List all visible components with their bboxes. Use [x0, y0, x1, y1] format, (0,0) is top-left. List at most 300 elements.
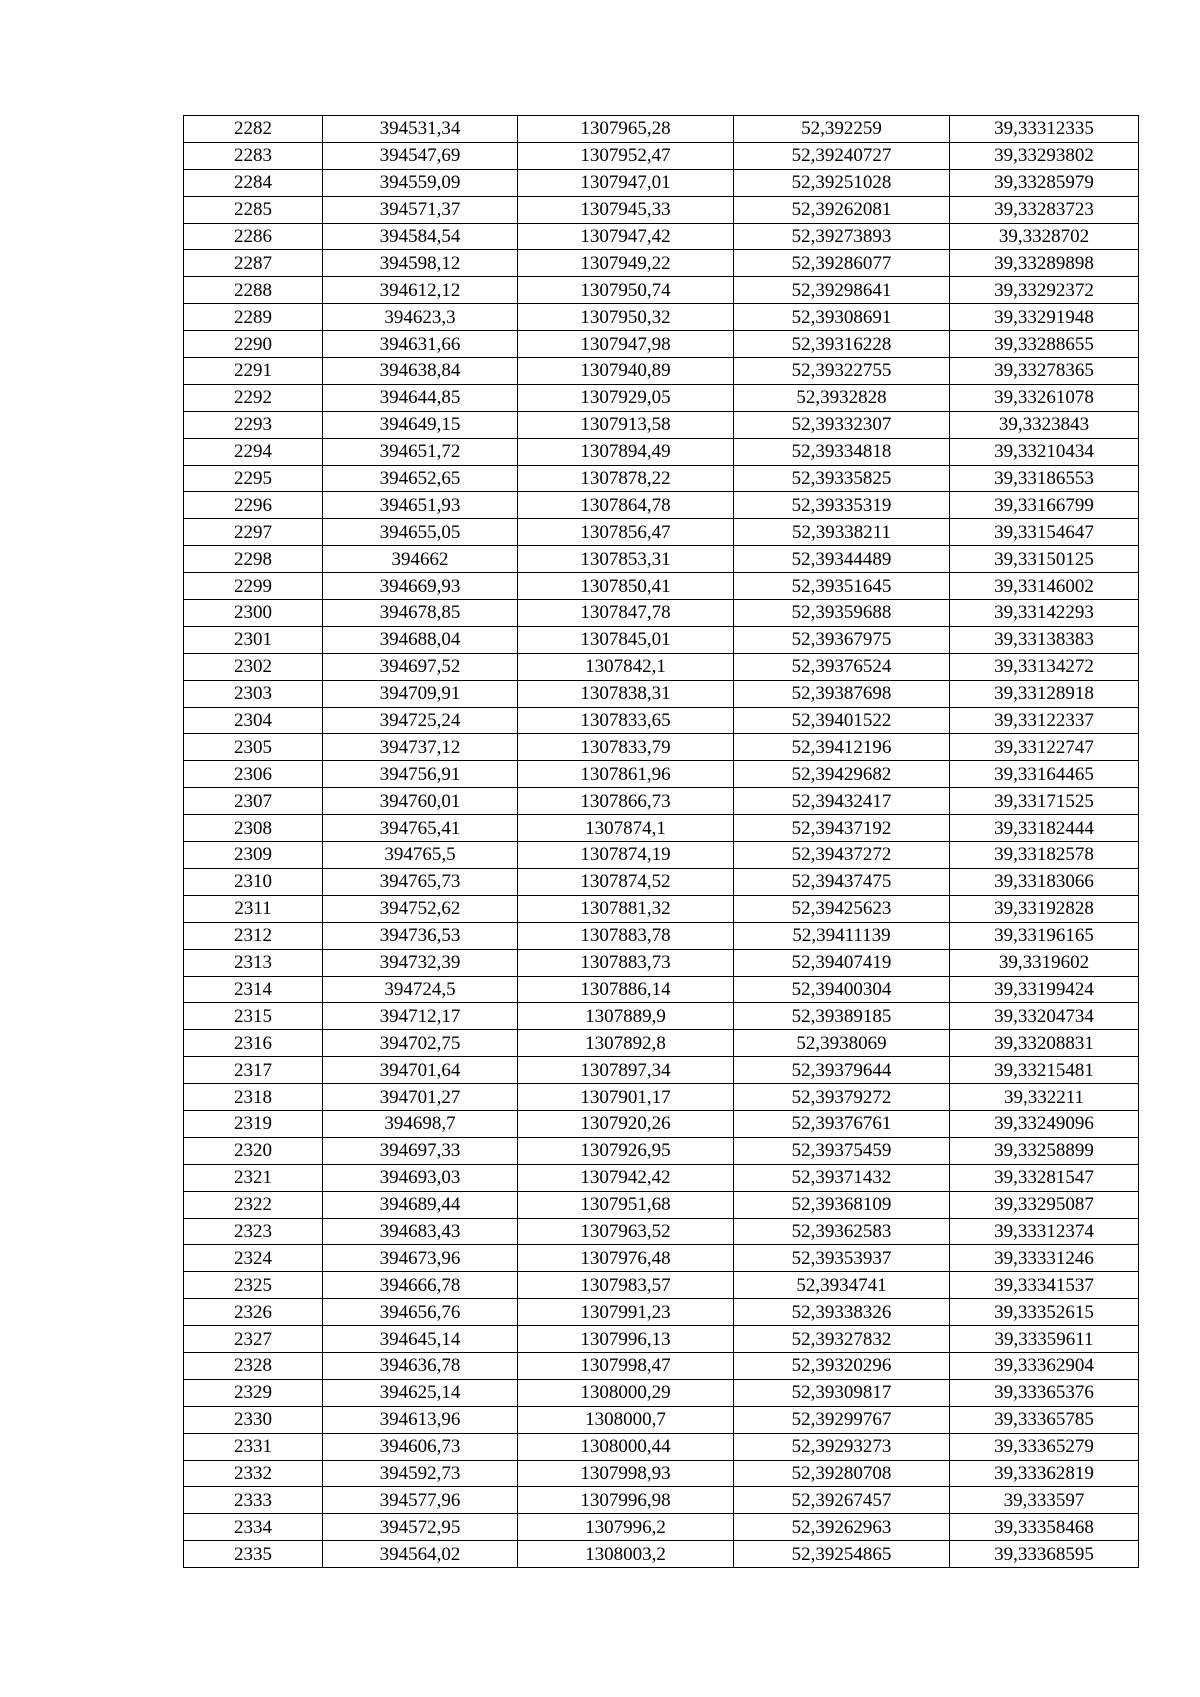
- y-coordinate-cell: 1307942,42: [518, 1164, 734, 1191]
- table-row: [184, 1326, 1139, 1353]
- longitude-cell: 39,33138383: [950, 626, 1139, 653]
- longitude-cell: 39,33215481: [950, 1057, 1139, 1084]
- latitude-cell: 52,39254865: [734, 1541, 950, 1568]
- point-number-cell: 2294: [184, 438, 323, 465]
- x-coordinate-cell: 394697,33: [323, 1137, 518, 1164]
- point-number-cell: 2305: [184, 734, 323, 761]
- point-number-cell: 2315: [184, 1003, 323, 1030]
- table-row: [184, 895, 1139, 922]
- x-coordinate-cell: 394613,96: [323, 1406, 518, 1433]
- x-coordinate-cell: 394765,73: [323, 868, 518, 895]
- y-coordinate-cell: 1307983,57: [518, 1272, 734, 1299]
- table-row: [184, 1299, 1139, 1326]
- point-number-cell: 2311: [184, 895, 323, 922]
- longitude-cell: 39,33134272: [950, 653, 1139, 680]
- latitude-cell: 52,39437192: [734, 815, 950, 842]
- longitude-cell: 39,33122747: [950, 734, 1139, 761]
- point-number-cell: 2303: [184, 680, 323, 707]
- latitude-cell: 52,39298641: [734, 277, 950, 304]
- table-row: [184, 734, 1139, 761]
- latitude-cell: 52,39338211: [734, 519, 950, 546]
- table-row: [184, 116, 1139, 143]
- y-coordinate-cell: 1307998,47: [518, 1352, 734, 1379]
- point-number-cell: 2335: [184, 1541, 323, 1568]
- x-coordinate-cell: 394683,43: [323, 1218, 518, 1245]
- x-coordinate-cell: 394645,14: [323, 1326, 518, 1353]
- longitude-cell: 39,33283723: [950, 196, 1139, 223]
- x-coordinate-cell: 394709,91: [323, 680, 518, 707]
- x-coordinate-cell: 394649,15: [323, 411, 518, 438]
- coordinates-table: [183, 115, 1139, 1568]
- x-coordinate-cell: 394736,53: [323, 922, 518, 949]
- point-number-cell: 2304: [184, 707, 323, 734]
- point-number-cell: 2333: [184, 1487, 323, 1514]
- y-coordinate-cell: 1307996,2: [518, 1514, 734, 1541]
- point-number-cell: 2307: [184, 788, 323, 815]
- longitude-cell: 39,33210434: [950, 438, 1139, 465]
- y-coordinate-cell: 1307901,17: [518, 1084, 734, 1111]
- x-coordinate-cell: 394760,01: [323, 788, 518, 815]
- y-coordinate-cell: 1307874,1: [518, 815, 734, 842]
- longitude-cell: 39,33278365: [950, 358, 1139, 385]
- point-number-cell: 2290: [184, 331, 323, 358]
- table-row: [184, 1057, 1139, 1084]
- point-number-cell: 2300: [184, 600, 323, 627]
- longitude-cell: 39,33331246: [950, 1245, 1139, 1272]
- longitude-cell: 39,33183066: [950, 868, 1139, 895]
- y-coordinate-cell: 1307894,49: [518, 438, 734, 465]
- x-coordinate-cell: 394606,73: [323, 1433, 518, 1460]
- longitude-cell: 39,33171525: [950, 788, 1139, 815]
- point-number-cell: 2321: [184, 1164, 323, 1191]
- table-row: [184, 573, 1139, 600]
- x-coordinate-cell: 394765,5: [323, 842, 518, 869]
- y-coordinate-cell: 1307950,74: [518, 277, 734, 304]
- y-coordinate-cell: 1307976,48: [518, 1245, 734, 1272]
- longitude-cell: 39,33352615: [950, 1299, 1139, 1326]
- latitude-cell: 52,39309817: [734, 1379, 950, 1406]
- latitude-cell: 52,39338326: [734, 1299, 950, 1326]
- table-row: [184, 196, 1139, 223]
- x-coordinate-cell: 394693,03: [323, 1164, 518, 1191]
- latitude-cell: 52,3938069: [734, 1030, 950, 1057]
- table-row: [184, 1084, 1139, 1111]
- x-coordinate-cell: 394652,65: [323, 465, 518, 492]
- y-coordinate-cell: 1307897,34: [518, 1057, 734, 1084]
- latitude-cell: 52,39425623: [734, 895, 950, 922]
- y-coordinate-cell: 1307864,78: [518, 492, 734, 519]
- y-coordinate-cell: 1307889,9: [518, 1003, 734, 1030]
- table-row: [184, 1245, 1139, 1272]
- y-coordinate-cell: 1307940,89: [518, 358, 734, 385]
- table-row: [184, 1379, 1139, 1406]
- latitude-cell: 52,39308691: [734, 304, 950, 331]
- latitude-cell: 52,39375459: [734, 1137, 950, 1164]
- point-number-cell: 2287: [184, 250, 323, 277]
- x-coordinate-cell: 394756,91: [323, 761, 518, 788]
- point-number-cell: 2318: [184, 1084, 323, 1111]
- table-row: [184, 653, 1139, 680]
- table-row: [184, 842, 1139, 869]
- x-coordinate-cell: 394547,69: [323, 142, 518, 169]
- point-number-cell: 2309: [184, 842, 323, 869]
- y-coordinate-cell: 1307913,58: [518, 411, 734, 438]
- longitude-cell: 39,33150125: [950, 546, 1139, 573]
- y-coordinate-cell: 1307991,23: [518, 1299, 734, 1326]
- y-coordinate-cell: 1307847,78: [518, 600, 734, 627]
- latitude-cell: 52,39327832: [734, 1326, 950, 1353]
- x-coordinate-cell: 394669,93: [323, 573, 518, 600]
- y-coordinate-cell: 1307853,31: [518, 546, 734, 573]
- table-row: [184, 868, 1139, 895]
- x-coordinate-cell: 394636,78: [323, 1352, 518, 1379]
- point-number-cell: 2292: [184, 384, 323, 411]
- y-coordinate-cell: 1307874,52: [518, 868, 734, 895]
- x-coordinate-cell: 394623,3: [323, 304, 518, 331]
- point-number-cell: 2295: [184, 465, 323, 492]
- x-coordinate-cell: 394612,12: [323, 277, 518, 304]
- table-row: [184, 1137, 1139, 1164]
- point-number-cell: 2324: [184, 1245, 323, 1272]
- x-coordinate-cell: 394678,85: [323, 600, 518, 627]
- y-coordinate-cell: 1307838,31: [518, 680, 734, 707]
- point-number-cell: 2284: [184, 169, 323, 196]
- table-row: [184, 707, 1139, 734]
- longitude-cell: 39,33142293: [950, 600, 1139, 627]
- latitude-cell: 52,39322755: [734, 358, 950, 385]
- y-coordinate-cell: 1307996,98: [518, 1487, 734, 1514]
- latitude-cell: 52,39251028: [734, 169, 950, 196]
- longitude-cell: 39,33258899: [950, 1137, 1139, 1164]
- point-number-cell: 2328: [184, 1352, 323, 1379]
- x-coordinate-cell: 394662: [323, 546, 518, 573]
- table-row: [184, 1110, 1139, 1137]
- table-row: [184, 492, 1139, 519]
- y-coordinate-cell: 1307874,19: [518, 842, 734, 869]
- latitude-cell: 52,39437475: [734, 868, 950, 895]
- longitude-cell: 39,33146002: [950, 573, 1139, 600]
- longitude-cell: 39,33166799: [950, 492, 1139, 519]
- table-row: [184, 761, 1139, 788]
- longitude-cell: 39,33293802: [950, 142, 1139, 169]
- x-coordinate-cell: 394737,12: [323, 734, 518, 761]
- latitude-cell: 52,39411139: [734, 922, 950, 949]
- longitude-cell: 39,33128918: [950, 680, 1139, 707]
- table-row: [184, 1487, 1139, 1514]
- y-coordinate-cell: 1307952,47: [518, 142, 734, 169]
- point-number-cell: 2316: [184, 1030, 323, 1057]
- y-coordinate-cell: 1307883,73: [518, 949, 734, 976]
- table-row: [184, 546, 1139, 573]
- x-coordinate-cell: 394651,93: [323, 492, 518, 519]
- point-number-cell: 2332: [184, 1460, 323, 1487]
- y-coordinate-cell: 1307881,32: [518, 895, 734, 922]
- latitude-cell: 52,39299767: [734, 1406, 950, 1433]
- x-coordinate-cell: 394531,34: [323, 116, 518, 143]
- y-coordinate-cell: 1307850,41: [518, 573, 734, 600]
- latitude-cell: 52,39407419: [734, 949, 950, 976]
- y-coordinate-cell: 1307947,98: [518, 331, 734, 358]
- point-number-cell: 2298: [184, 546, 323, 573]
- table-row: [184, 142, 1139, 169]
- table-row: [184, 815, 1139, 842]
- longitude-cell: 39,33288655: [950, 331, 1139, 358]
- table-row: [184, 411, 1139, 438]
- point-number-cell: 2313: [184, 949, 323, 976]
- longitude-cell: 39,33312374: [950, 1218, 1139, 1245]
- x-coordinate-cell: 394732,39: [323, 949, 518, 976]
- longitude-cell: 39,33358468: [950, 1514, 1139, 1541]
- longitude-cell: 39,33341537: [950, 1272, 1139, 1299]
- longitude-cell: 39,33261078: [950, 384, 1139, 411]
- longitude-cell: 39,33368595: [950, 1541, 1139, 1568]
- latitude-cell: 52,39429682: [734, 761, 950, 788]
- y-coordinate-cell: 1307945,33: [518, 196, 734, 223]
- point-number-cell: 2308: [184, 815, 323, 842]
- y-coordinate-cell: 1307963,52: [518, 1218, 734, 1245]
- longitude-cell: 39,33196165: [950, 922, 1139, 949]
- table-row: [184, 788, 1139, 815]
- point-number-cell: 2291: [184, 358, 323, 385]
- longitude-cell: 39,33359611: [950, 1326, 1139, 1353]
- y-coordinate-cell: 1307929,05: [518, 384, 734, 411]
- x-coordinate-cell: 394689,44: [323, 1191, 518, 1218]
- table-row: [184, 1406, 1139, 1433]
- table-row: [184, 626, 1139, 653]
- table-row: [184, 1272, 1139, 1299]
- point-number-cell: 2302: [184, 653, 323, 680]
- point-number-cell: 2283: [184, 142, 323, 169]
- x-coordinate-cell: 394571,37: [323, 196, 518, 223]
- table-row: [184, 1460, 1139, 1487]
- latitude-cell: 52,39437272: [734, 842, 950, 869]
- point-number-cell: 2289: [184, 304, 323, 331]
- latitude-cell: 52,39344489: [734, 546, 950, 573]
- x-coordinate-cell: 394765,41: [323, 815, 518, 842]
- longitude-cell: 39,33285979: [950, 169, 1139, 196]
- y-coordinate-cell: 1307833,79: [518, 734, 734, 761]
- point-number-cell: 2312: [184, 922, 323, 949]
- y-coordinate-cell: 1307866,73: [518, 788, 734, 815]
- y-coordinate-cell: 1307920,26: [518, 1110, 734, 1137]
- point-number-cell: 2310: [184, 868, 323, 895]
- table-row: [184, 250, 1139, 277]
- latitude-cell: 52,39286077: [734, 250, 950, 277]
- table-row: [184, 1030, 1139, 1057]
- table-row: [184, 949, 1139, 976]
- latitude-cell: 52,39362583: [734, 1218, 950, 1245]
- x-coordinate-cell: 394638,84: [323, 358, 518, 385]
- x-coordinate-cell: 394631,66: [323, 331, 518, 358]
- y-coordinate-cell: 1307856,47: [518, 519, 734, 546]
- table-row: [184, 1191, 1139, 1218]
- longitude-cell: 39,33164465: [950, 761, 1139, 788]
- point-number-cell: 2326: [184, 1299, 323, 1326]
- x-coordinate-cell: 394724,5: [323, 976, 518, 1003]
- table-row: [184, 1003, 1139, 1030]
- longitude-cell: 39,33365376: [950, 1379, 1139, 1406]
- x-coordinate-cell: 394702,75: [323, 1030, 518, 1057]
- longitude-cell: 39,3323843: [950, 411, 1139, 438]
- longitude-cell: 39,33362904: [950, 1352, 1139, 1379]
- x-coordinate-cell: 394577,96: [323, 1487, 518, 1514]
- y-coordinate-cell: 1307996,13: [518, 1326, 734, 1353]
- latitude-cell: 52,39379272: [734, 1084, 950, 1111]
- x-coordinate-cell: 394651,72: [323, 438, 518, 465]
- y-coordinate-cell: 1307842,1: [518, 653, 734, 680]
- y-coordinate-cell: 1307950,32: [518, 304, 734, 331]
- x-coordinate-cell: 394666,78: [323, 1272, 518, 1299]
- latitude-cell: 52,39359688: [734, 600, 950, 627]
- latitude-cell: 52,39353937: [734, 1245, 950, 1272]
- point-number-cell: 2334: [184, 1514, 323, 1541]
- y-coordinate-cell: 1308003,2: [518, 1541, 734, 1568]
- latitude-cell: 52,3934741: [734, 1272, 950, 1299]
- table-row: [184, 1164, 1139, 1191]
- latitude-cell: 52,39335825: [734, 465, 950, 492]
- x-coordinate-cell: 394697,52: [323, 653, 518, 680]
- latitude-cell: 52,39376761: [734, 1110, 950, 1137]
- point-number-cell: 2286: [184, 223, 323, 250]
- table-row: [184, 169, 1139, 196]
- y-coordinate-cell: 1307965,28: [518, 116, 734, 143]
- table-row: [184, 331, 1139, 358]
- table-row: [184, 1218, 1139, 1245]
- y-coordinate-cell: 1308000,44: [518, 1433, 734, 1460]
- point-number-cell: 2325: [184, 1272, 323, 1299]
- point-number-cell: 2297: [184, 519, 323, 546]
- latitude-cell: 52,39400304: [734, 976, 950, 1003]
- longitude-cell: 39,33295087: [950, 1191, 1139, 1218]
- x-coordinate-cell: 394655,05: [323, 519, 518, 546]
- latitude-cell: 52,39334818: [734, 438, 950, 465]
- latitude-cell: 52,392259: [734, 116, 950, 143]
- latitude-cell: 52,39335319: [734, 492, 950, 519]
- latitude-cell: 52,39316228: [734, 331, 950, 358]
- longitude-cell: 39,33312335: [950, 116, 1139, 143]
- longitude-cell: 39,333597: [950, 1487, 1139, 1514]
- latitude-cell: 52,3932828: [734, 384, 950, 411]
- latitude-cell: 52,39387698: [734, 680, 950, 707]
- table-row: [184, 1352, 1139, 1379]
- table-row: [184, 680, 1139, 707]
- table-row: [184, 277, 1139, 304]
- x-coordinate-cell: 394701,64: [323, 1057, 518, 1084]
- latitude-cell: 52,39412196: [734, 734, 950, 761]
- point-number-cell: 2282: [184, 116, 323, 143]
- x-coordinate-cell: 394725,24: [323, 707, 518, 734]
- x-coordinate-cell: 394698,7: [323, 1110, 518, 1137]
- x-coordinate-cell: 394584,54: [323, 223, 518, 250]
- point-number-cell: 2306: [184, 761, 323, 788]
- latitude-cell: 52,39351645: [734, 573, 950, 600]
- latitude-cell: 52,39371432: [734, 1164, 950, 1191]
- table-row: [184, 519, 1139, 546]
- x-coordinate-cell: 394712,17: [323, 1003, 518, 1030]
- table-row: [184, 384, 1139, 411]
- y-coordinate-cell: 1307998,93: [518, 1460, 734, 1487]
- point-number-cell: 2288: [184, 277, 323, 304]
- latitude-cell: 52,39273893: [734, 223, 950, 250]
- point-number-cell: 2301: [184, 626, 323, 653]
- latitude-cell: 52,39320296: [734, 1352, 950, 1379]
- latitude-cell: 52,39262081: [734, 196, 950, 223]
- longitude-cell: 39,33186553: [950, 465, 1139, 492]
- table-row: [184, 438, 1139, 465]
- point-number-cell: 2317: [184, 1057, 323, 1084]
- table-row: [184, 1541, 1139, 1568]
- point-number-cell: 2322: [184, 1191, 323, 1218]
- longitude-cell: 39,33122337: [950, 707, 1139, 734]
- y-coordinate-cell: 1307949,22: [518, 250, 734, 277]
- y-coordinate-cell: 1307886,14: [518, 976, 734, 1003]
- y-coordinate-cell: 1307926,95: [518, 1137, 734, 1164]
- longitude-cell: 39,33182444: [950, 815, 1139, 842]
- longitude-cell: 39,33281547: [950, 1164, 1139, 1191]
- longitude-cell: 39,33199424: [950, 976, 1139, 1003]
- y-coordinate-cell: 1308000,7: [518, 1406, 734, 1433]
- x-coordinate-cell: 394564,02: [323, 1541, 518, 1568]
- latitude-cell: 52,39367975: [734, 626, 950, 653]
- longitude-cell: 39,33291948: [950, 304, 1139, 331]
- latitude-cell: 52,39379644: [734, 1057, 950, 1084]
- point-number-cell: 2299: [184, 573, 323, 600]
- latitude-cell: 52,39389185: [734, 1003, 950, 1030]
- latitude-cell: 52,39280708: [734, 1460, 950, 1487]
- table-row: [184, 1514, 1139, 1541]
- longitude-cell: 39,33182578: [950, 842, 1139, 869]
- y-coordinate-cell: 1307951,68: [518, 1191, 734, 1218]
- y-coordinate-cell: 1308000,29: [518, 1379, 734, 1406]
- latitude-cell: 52,39432417: [734, 788, 950, 815]
- x-coordinate-cell: 394625,14: [323, 1379, 518, 1406]
- longitude-cell: 39,33249096: [950, 1110, 1139, 1137]
- y-coordinate-cell: 1307861,96: [518, 761, 734, 788]
- longitude-cell: 39,33365279: [950, 1433, 1139, 1460]
- point-number-cell: 2329: [184, 1379, 323, 1406]
- latitude-cell: 52,39293273: [734, 1433, 950, 1460]
- point-number-cell: 2331: [184, 1433, 323, 1460]
- longitude-cell: 39,33362819: [950, 1460, 1139, 1487]
- x-coordinate-cell: 394688,04: [323, 626, 518, 653]
- latitude-cell: 52,39401522: [734, 707, 950, 734]
- y-coordinate-cell: 1307947,42: [518, 223, 734, 250]
- table-row: [184, 304, 1139, 331]
- point-number-cell: 2319: [184, 1110, 323, 1137]
- point-number-cell: 2320: [184, 1137, 323, 1164]
- latitude-cell: 52,39262963: [734, 1514, 950, 1541]
- table-row: [184, 358, 1139, 385]
- table-row: [184, 465, 1139, 492]
- table-row: [184, 223, 1139, 250]
- x-coordinate-cell: 394656,76: [323, 1299, 518, 1326]
- latitude-cell: 52,39267457: [734, 1487, 950, 1514]
- longitude-cell: 39,33192828: [950, 895, 1139, 922]
- longitude-cell: 39,3319602: [950, 949, 1139, 976]
- latitude-cell: 52,39376524: [734, 653, 950, 680]
- x-coordinate-cell: 394752,62: [323, 895, 518, 922]
- y-coordinate-cell: 1307947,01: [518, 169, 734, 196]
- point-number-cell: 2293: [184, 411, 323, 438]
- y-coordinate-cell: 1307892,8: [518, 1030, 734, 1057]
- longitude-cell: 39,3328702: [950, 223, 1139, 250]
- x-coordinate-cell: 394592,73: [323, 1460, 518, 1487]
- longitude-cell: 39,33154647: [950, 519, 1139, 546]
- point-number-cell: 2323: [184, 1218, 323, 1245]
- longitude-cell: 39,332211: [950, 1084, 1139, 1111]
- latitude-cell: 52,39240727: [734, 142, 950, 169]
- longitude-cell: 39,33292372: [950, 277, 1139, 304]
